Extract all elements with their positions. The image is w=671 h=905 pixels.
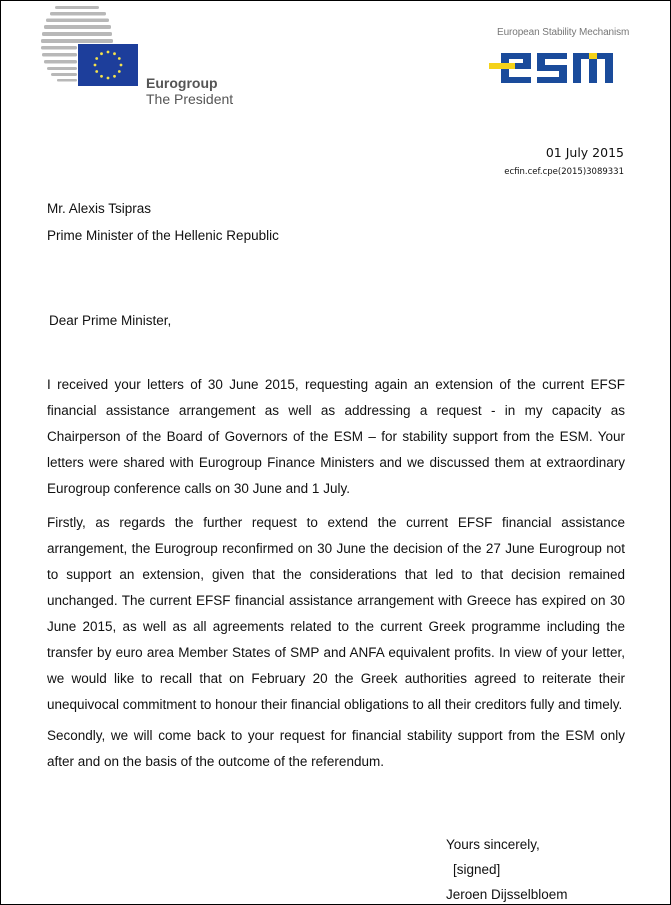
- signer-name: Jeroen Dijsselbloem: [446, 887, 568, 902]
- reference-number: ecfin.cef.cpe(2015)3089331: [504, 167, 624, 177]
- eurogroup-name: Eurogroup: [146, 75, 218, 91]
- letter-date: 01 July 2015: [545, 145, 624, 160]
- esm-logo: [489, 25, 629, 95]
- recipient-title: Prime Minister of the Hellenic Republic: [47, 228, 279, 243]
- eu-flag-icon: [78, 44, 138, 86]
- signature: [signed]: [453, 862, 501, 877]
- paragraph-2: Firstly, as regards the further request to extend the current EFSF financial assistance arrangement, the Eurogroup reconfirmed on 30 June the decision of the 27 June Eurogroup not to support an extension, given that the considerations that led to that decision remained unchanged. The current EFSF financial assistance arrangement with Greece has expired on 30 June 2015, as well as all agreements related to the current Greek programme including the transfer by euro area Member States of SMP and ANFA equivalent profits. In view of your letter, we would like to recall that on February 20 the Greek authorities agreed to reiterate their unequivocal commitment to honour their financial obligations to all their creditors fully and timely.: [47, 515, 625, 712]
- salutation: Dear Prime Minister,: [49, 313, 172, 328]
- eurogroup-logo: [41, 5, 241, 105]
- paragraph-1: I received your letters of 30 June 2015, requesting again an extension of the current EFSF financial assistance arrangement as well as addressing a request - in my capacity as Chairperson of the Board of Governors of the ESM – for stability support from the ESM. Your letters were shared with Eurogroup Finance Ministers and we discussed them at extraordinary Eurogroup conference calls on 30 June and 1 July.: [47, 377, 625, 496]
- paragraph-3: Secondly, we will come back to your request for financial stability support from the ESM only after and on the basis of the outcome of the referendum.: [47, 728, 625, 769]
- recipient-name: Mr. Alexis Tsipras: [47, 201, 152, 216]
- eurogroup-subtitle: The President: [146, 91, 234, 107]
- esm-wordmark-icon: [489, 49, 619, 87]
- valediction: Yours sincerely,: [446, 837, 540, 852]
- esm-caption: European Stability Mechanism: [497, 27, 630, 38]
